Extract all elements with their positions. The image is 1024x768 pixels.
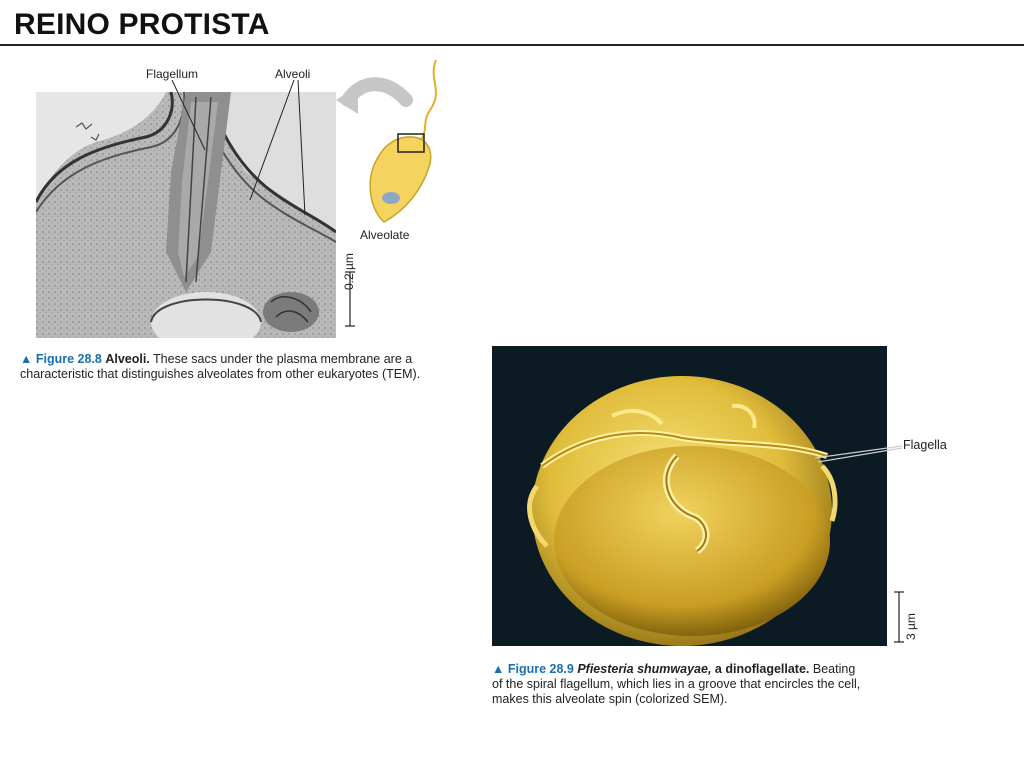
scale-label-3um: 3 µm xyxy=(904,613,918,640)
caption-figure-28-9 xyxy=(492,662,962,707)
label-flagellum: Flagellum xyxy=(146,67,199,81)
label-alveolate: Alveolate xyxy=(360,228,410,242)
caption-text-line-1: These sacs under the plasma membrane are a xyxy=(153,352,413,366)
slide-title: REINO PROTISTA xyxy=(14,8,270,41)
scale-label-0-2um: 0.2 µm xyxy=(342,253,356,290)
label-flagella: Flagella xyxy=(903,438,947,452)
caption-figure-title: Alveoli. xyxy=(105,352,150,366)
caption-figure-title: a dinoflagellate. xyxy=(714,662,810,676)
caption-text-line-3: makes this alveolate spin (colorized SEM). xyxy=(492,692,728,706)
caption-text-line-2: characteristic that distinguishes alveolates from other eukaryotes (TEM). xyxy=(20,367,421,381)
label-alveoli: Alveoli xyxy=(275,67,311,81)
caption-species-name: Pfiesteria shumwayae, xyxy=(577,662,712,676)
caption-figure-number: ▲ Figure 28.9 xyxy=(492,662,574,676)
caption-text-line-2: of the spiral flagellum, which lies in a groove that encircles the cell, xyxy=(492,677,861,691)
caption-text-line-1: Beating xyxy=(812,662,856,676)
caption-figure-number: ▲ Figure 28.8 xyxy=(20,352,102,366)
